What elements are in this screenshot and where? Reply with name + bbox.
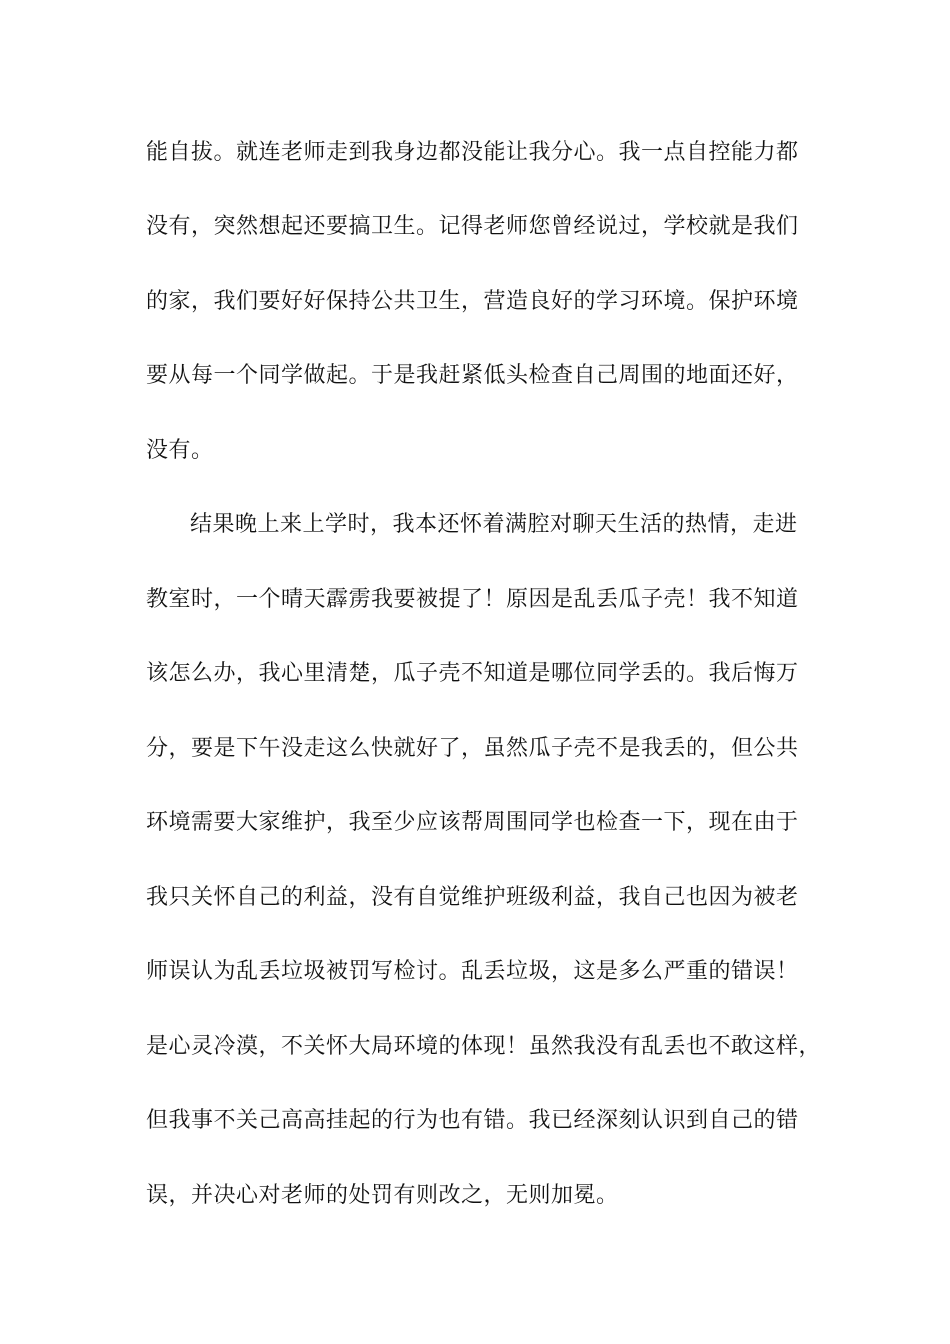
text-line: 没有。 <box>146 438 214 463</box>
text-line: 误，并决心对老师的处罚有则改之，无则加冕。 <box>146 1183 619 1208</box>
text-line: 教室时，一个晴天霹雳我要被提了！原因是乱丢瓜子壳！我不知道 <box>146 587 799 612</box>
text-line: 但我事不关己高高挂起的行为也有错。我已经深刻认识到自己的错 <box>146 1108 799 1133</box>
text-line: 能自拔。就连老师走到我身边都没能让我分心。我一点自控能力都 <box>146 140 799 165</box>
text-line: 要从每一个同学做起。于是我赶紧低头检查自己周围的地面还好， <box>146 363 799 388</box>
text-line: 我只关怀自己的利益，没有自觉维护班级利益，我自己也因为被老 <box>146 885 799 910</box>
text-line: 环境需要大家维护，我至少应该帮周围同学也检查一下，现在由于 <box>146 810 799 835</box>
text-line: 师误认为乱丢垃圾被罚写检讨。乱丢垃圾，这是多么严重的错误！ <box>146 959 799 984</box>
text-line: 分，要是下午没走这么快就好了，虽然瓜子壳不是我丢的，但公共 <box>146 736 799 761</box>
text-line: 的家，我们要好好保持公共卫生，营造良好的学习环境。保护环境 <box>146 289 799 314</box>
text-line: 结果晚上来上学时，我本还怀着满腔对聊天生活的热情，走进 <box>190 512 798 537</box>
text-line: 是心灵冷漠，不关怀大局环境的体现！虽然我没有乱丢也不敢这样， <box>146 1034 822 1059</box>
text-line: 该怎么办，我心里清楚，瓜子壳不知道是哪位同学丢的。我后悔万 <box>146 661 799 686</box>
text-line: 没有，突然想起还要搞卫生。记得老师您曾经说过，学校就是我们 <box>146 214 799 239</box>
